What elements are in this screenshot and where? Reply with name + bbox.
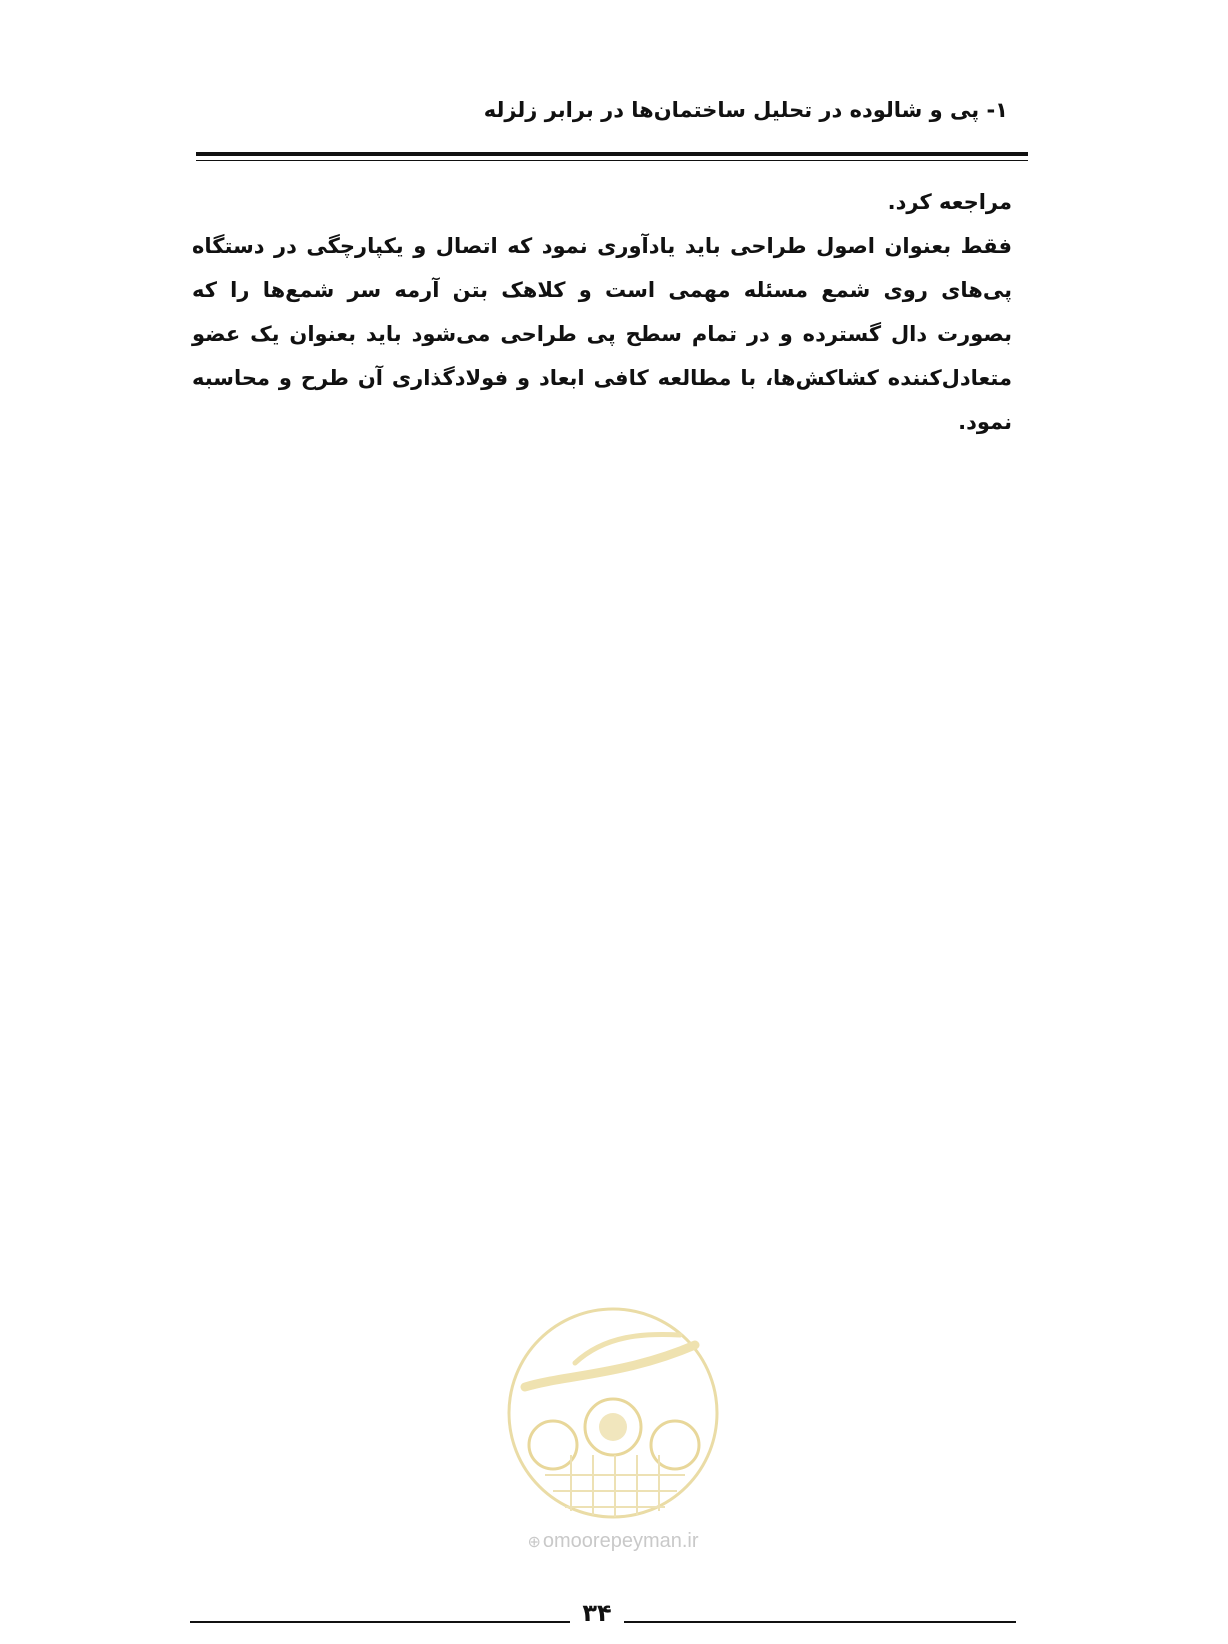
body-text [192, 180, 1012, 444]
header-rule-thick [196, 152, 1028, 156]
footer-rule-left [190, 1621, 570, 1623]
paragraph-1: مراجعه کرد. [887, 190, 1012, 214]
page-number: ۳۴ [582, 1599, 612, 1627]
paragraph-2: فقط بعنوان اصول طراحی باید یادآوری نمود که اتصال و یکپارچگی در دستگاه پی‌های روی شمع مسئله مهمی است و کلاهک بتن آرمه سر شمع‌ها را که بصورت دال گسترده و در تمام سطح پی طراحی می‌شود باید بعنوان یک عضو متعادل‌کننده کشاکش‌ها، با مطالعه کافی ابعاد و فولادگذاری آن طرح و محاسبه نمود. [192, 234, 1012, 434]
footer-rule-right [624, 1621, 1016, 1623]
header-rule-thin [196, 160, 1028, 161]
watermark-logo [505, 1305, 721, 1521]
running-header: ۱- پی و شالوده در تحلیل ساختمان‌ها در برابر زلزله [483, 98, 1008, 122]
watermark-url: ⊕ omoorepeyman.ir [527, 1530, 699, 1552]
globe-icon: ⊕ [527, 1534, 541, 1551]
